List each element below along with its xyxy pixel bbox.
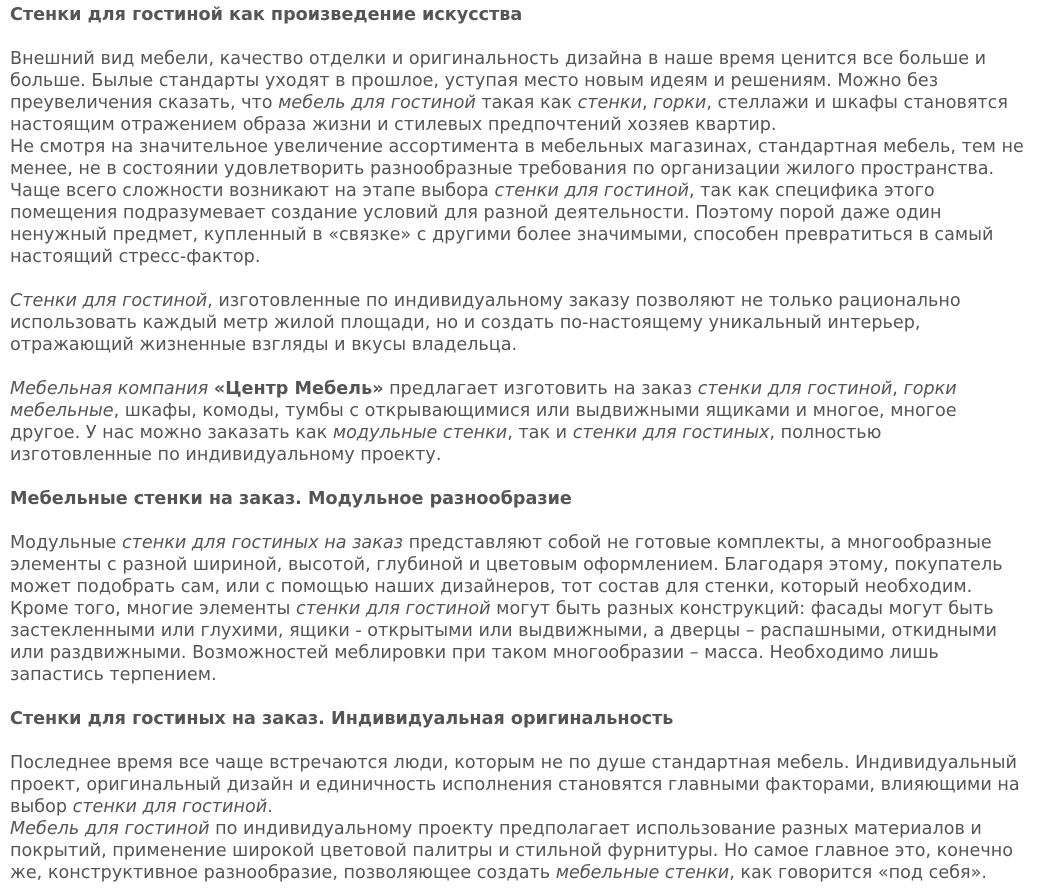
text-run: представляют собой не готовые комплекты, а многообразные элементы с разной шириной, высотой, глубиной и цветовым оформлением. Благодаря этому, покупатель может подобрать сам, или с помощью наших дизайнеров, тот состав для стенки, который необходим. Кроме того, многие элементы xyxy=(10,533,1003,619)
text-run: , так как специфика этого помещения подразумевает создание условий для разной деятельности. Поэтому порой даже один ненужный предмет, купленный в «связке» с другими более значимыми, способен превратиться в самый настоящий стресс-фактор. xyxy=(10,181,994,267)
italic-run: стенки xyxy=(577,93,642,113)
text-run: , стеллажи и шкафы становятся настоящим отражением образа жизни и стилевых предпочтений хозяев квартир. xyxy=(10,93,1008,135)
paragraph-intro xyxy=(10,48,1027,136)
italic-run: мебельные стенки xyxy=(555,863,730,883)
text-run: . xyxy=(267,797,273,817)
italic-run: горки xyxy=(653,93,707,113)
text-run: такая как xyxy=(475,93,578,113)
spacer xyxy=(10,356,1027,378)
italic-run: стенки для гостиной xyxy=(494,181,689,201)
italic-run: стенки для гостиной xyxy=(72,797,268,817)
text-run: Последнее время все чаще встречаются люди, которым не по душе стандартная мебель. Индивидуальный проект, оригинальный дизайн и единичность исполнения становятся главными факторами, влияющими на выбор xyxy=(10,753,1020,817)
text-run: , изготовленные по индивидуальному заказу позволяют не только рационально использовать каждый метр жилой площади, но и создать по-настоящему уникальный интерьер, отражающий жизненные взгляды и вкусы владельца. xyxy=(10,291,961,355)
italic-run: Стенки для гостиной xyxy=(10,291,208,311)
italic-run: стенки для гостиной xyxy=(697,379,893,399)
text-run: , так и xyxy=(507,423,573,443)
text-run: Модульные xyxy=(10,533,122,553)
paragraph-custom-order xyxy=(10,290,1027,356)
section-heading-art: Стенки для гостиной как произведение искусства xyxy=(10,5,523,25)
text-run: предлагает изготовить на заказ xyxy=(383,379,698,399)
paragraph-assortment xyxy=(10,136,1027,268)
company-name: «Центр Мебель» xyxy=(213,379,384,399)
text-run: , xyxy=(641,93,654,113)
text-run: , полностью изготовленные по индивидуальному проекту. xyxy=(10,423,882,465)
paragraph-company-offer xyxy=(10,378,1027,466)
spacer xyxy=(10,268,1027,290)
italic-run: стенки для гостиной xyxy=(296,599,491,619)
text-run: Внешний вид мебели, качество отделки и оригинальность дизайна в наше время ценится все больше и больше. Былые стандарты уходят в прошлое, уступая место новым идеям и решениям. Можно без преувеличения сказать, что xyxy=(10,49,987,113)
italic-run: мебель для гостиной xyxy=(278,93,476,113)
spacer xyxy=(10,466,1027,488)
paragraph-materials xyxy=(10,818,1027,884)
text-run: могут быть разных конструкций: фасады могут быть застекленными или глухими, ящики - открытыми или выдвижными, а дверцы – распашными, откидными или раздвижными. Возможностей меблировки при таком многообразии – масса. Необходимо лишь запастись терпением. xyxy=(10,599,997,685)
text-run: , шкафы, комоды, тумбы с открывающимися или выдвижными ящиками и многое, многое другое. У нас можно заказать как xyxy=(10,401,957,443)
italic-run: Мебельная компания xyxy=(10,379,214,399)
italic-run: горки мебельные xyxy=(10,379,957,421)
spacer xyxy=(10,730,1027,752)
spacer xyxy=(10,686,1027,708)
text-run: , как говорится «под себя». xyxy=(729,863,987,883)
section-heading-modular: Мебельные стенки на заказ. Модульное разнообразие xyxy=(10,489,572,509)
paragraph-individual-project xyxy=(10,752,1027,818)
italic-run: модульные стенки xyxy=(332,423,508,443)
text-run: , xyxy=(892,379,904,399)
italic-run: Мебель для гостиной xyxy=(10,819,210,839)
text-run: по индивидуальному проекту предполагает использование разных материалов и покрытий, применение широкой цветовой палитры и стильной фурнитуры. Но самое главное это, конечно же, конструктивное разнообразие, позволяющее создать xyxy=(10,819,1014,883)
italic-run: стенки для гостиных на заказ xyxy=(121,533,403,553)
italic-run: стенки для гостиных xyxy=(572,423,770,443)
section-heading-individual: Стенки для гостиных на заказ. Индивидуальная оригинальность xyxy=(10,709,674,729)
spacer xyxy=(10,510,1027,532)
spacer xyxy=(10,26,1027,48)
paragraph-modular xyxy=(10,532,1027,686)
text-run: Не смотря на значительное увеличение ассортимента в мебельных магазинах, стандартная мебель, тем не менее, не в состоянии удовлетворить разнообразные требования по организации жилого пространства. Чаще всего сложности возникают на этапе выбора xyxy=(10,137,1024,201)
